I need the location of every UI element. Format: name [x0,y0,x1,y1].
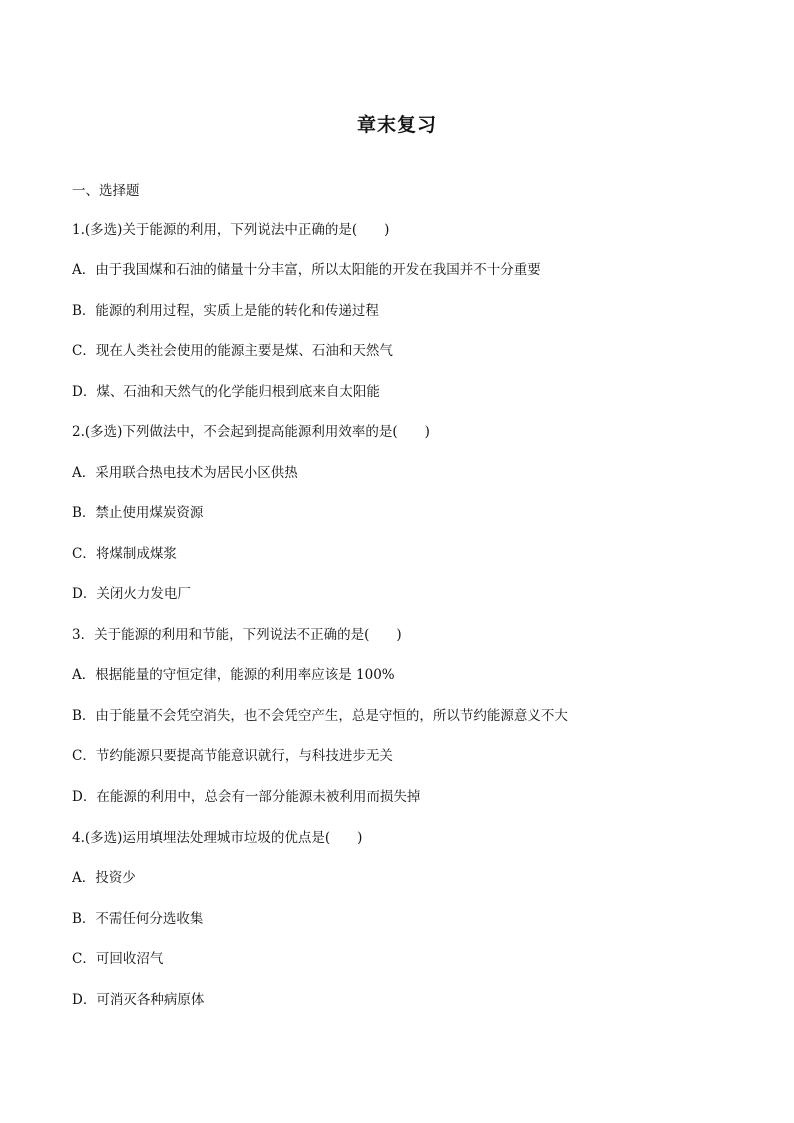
question-2-option-d: D．关闭火力发电厂 [72,586,191,602]
question-3-option-c: C．节约能源只要提高节能意识就行，与科技进步无关 [72,748,393,764]
section-heading: 一、选择题 [72,183,140,199]
question-4-option-d: D．可消灭各种病原体 [72,992,205,1008]
question-2-option-b: B．禁止使用煤炭资源 [72,505,204,521]
page-title: 章末复习 [356,114,437,136]
question-4-option-a: A．投资少 [72,870,136,886]
question-3-option-b: B．由于能量不会凭空消失，也不会凭空产生，总是守恒的，所以节约能源意义不大 [72,708,568,724]
question-2-option-c: C．将煤制成煤浆 [72,546,177,562]
question-4-option-b: B．不需任何分选收集 [72,911,204,927]
question-4-option-c: C．可回收沼气 [72,951,164,967]
question-1-option-d: D．煤、石油和天然气的化学能归根到底来自太阳能 [72,384,380,400]
question-3-option-a: A．根据能量的守恒定律，能源的利用率应该是 100% [72,667,395,683]
question-2-stem: 2.(多选)下列做法中，不会起到提高能源利用效率的是( ) [72,424,430,440]
question-3-stem: 3．关于能源的利用和节能，下列说法不正确的是( ) [72,627,402,643]
question-1-option-c: C．现在人类社会使用的能源主要是煤、石油和天然气 [72,343,393,359]
question-2-option-a: A．采用联合热电技术为居民小区供热 [72,465,298,481]
question-3-option-d: D．在能源的利用中，总会有一部分能源未被利用而损失掉 [72,789,421,805]
question-1-option-b: B．能源的利用过程，实质上是能的转化和传递过程 [72,303,379,319]
question-4-stem: 4.(多选)运用填埋法处理城市垃圾的优点是( ) [72,830,363,846]
question-1-option-a: A．由于我国煤和石油的储量十分丰富，所以太阳能的开发在我国并不十分重要 [72,262,541,278]
question-1-stem: 1.(多选)关于能源的利用，下列说法中正确的是( ) [72,222,390,238]
